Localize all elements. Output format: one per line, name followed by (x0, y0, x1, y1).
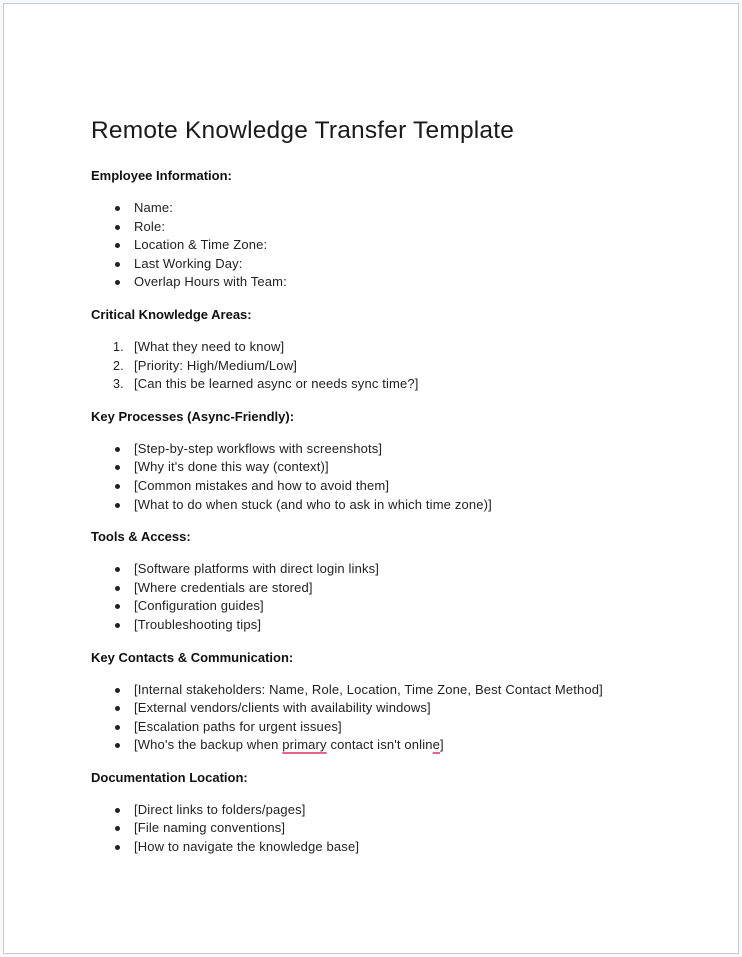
section-heading-employee-information[interactable]: Employee Information: (91, 168, 232, 183)
bullet-icon (115, 808, 120, 813)
bullet-icon (115, 826, 120, 831)
bullet-icon (115, 725, 120, 730)
list-item[interactable] (91, 838, 691, 857)
list-item-text: Name: (134, 200, 174, 215)
bullet-icon (115, 262, 120, 267)
critical-knowledge-list (91, 338, 691, 394)
list-item[interactable] (91, 338, 691, 357)
bullet-icon (115, 623, 120, 628)
list-item[interactable] (91, 819, 691, 838)
section-heading-key-contacts[interactable]: Key Contacts & Communication: (91, 649, 294, 665)
bullet-icon (115, 567, 120, 572)
list-item[interactable] (91, 681, 691, 700)
list-item[interactable] (91, 801, 691, 820)
list-item[interactable] (91, 255, 691, 274)
bullet-icon (115, 206, 120, 211)
list-item-text: [Configuration guides] (134, 598, 264, 614)
bullet-icon (115, 465, 120, 470)
text-run: contact isn't onlin (326, 737, 433, 753)
section-heading-documentation-location[interactable]: Documentation Location: (91, 769, 248, 785)
bullet-icon (115, 586, 120, 591)
list-number: 2. (113, 358, 124, 373)
list-item-text: [What they need to know] (134, 338, 285, 354)
list-item[interactable] (91, 375, 691, 394)
list-item-text: [Why it's done this way (context)] (134, 459, 329, 475)
list-item-text: [Troubleshooting tips] (134, 616, 262, 632)
bullet-icon (115, 845, 120, 850)
list-item-text: Last Working Day: (134, 255, 243, 271)
employee-information-list (91, 199, 691, 292)
key-processes-list (91, 440, 691, 514)
section-heading-key-processes[interactable]: Key Processes (Async-Friendly): (91, 408, 295, 424)
list-item-text: [Where credentials are stored] (134, 579, 313, 595)
section-heading-critical-knowledge-areas[interactable]: Critical Knowledge Areas: (91, 306, 252, 322)
list-item-text: [Software platforms with direct login links] (134, 561, 380, 577)
document-title[interactable]: Remote Knowledge Transfer Template (91, 117, 515, 144)
bullet-icon (115, 484, 120, 489)
list-item[interactable] (91, 218, 691, 237)
key-contacts-list (91, 681, 691, 755)
bullet-icon (115, 688, 120, 693)
list-item-text: [File naming conventions] (134, 820, 286, 836)
list-item-text: [Step-by-step workflows with screenshots] (134, 440, 383, 456)
bullet-icon (115, 225, 120, 230)
list-item-text: [Internal stakeholders: Name, Role, Location, Time Zone, Best Contact Method] (134, 681, 603, 697)
bullet-icon (115, 743, 120, 748)
list-item-text: [Direct links to folders/pages] (134, 801, 306, 817)
list-item[interactable] (91, 736, 691, 755)
list-item-text: Overlap Hours with Team: (134, 274, 287, 290)
list-number: 1. (113, 339, 124, 354)
list-item-text: [External vendors/clients with availability windows] (134, 700, 431, 716)
list-item[interactable] (91, 616, 691, 635)
list-item[interactable] (91, 273, 691, 292)
list-item-text (134, 737, 444, 752)
bullet-icon (115, 706, 120, 711)
list-item[interactable] (91, 699, 691, 718)
bullet-icon (115, 280, 120, 285)
list-item-text: [What to do when stuck (and who to ask in which time zone)] (134, 496, 492, 512)
list-item-text: [Escalation paths for urgent issues] (134, 718, 342, 734)
list-item[interactable] (91, 357, 691, 376)
list-item-text: Role: (134, 218, 166, 234)
document-body[interactable] (91, 116, 691, 871)
bullet-icon (115, 503, 120, 508)
documentation-location-list (91, 801, 691, 857)
list-item[interactable] (91, 718, 691, 737)
bullet-icon (115, 604, 120, 609)
spellcheck-underlined-word[interactable]: primary (282, 737, 327, 753)
section-heading-tools-access[interactable]: Tools & Access: (91, 529, 191, 545)
list-item-text: [Common mistakes and how to avoid them] (134, 477, 390, 493)
list-item-text: [Can this be learned async or needs sync time?] (134, 376, 419, 392)
list-item-text: [How to navigate the knowledge base] (134, 839, 360, 855)
list-item-text: Location & Time Zone: (134, 237, 268, 253)
tools-access-list (91, 560, 691, 634)
document-page[interactable] (3, 3, 739, 954)
list-item[interactable] (91, 477, 691, 496)
list-item[interactable] (91, 496, 691, 515)
bullet-icon (115, 243, 120, 248)
list-item[interactable] (91, 458, 691, 477)
list-item[interactable] (91, 199, 691, 218)
text-run: ] (440, 737, 444, 753)
list-number: 3. (113, 377, 124, 392)
list-item[interactable] (91, 579, 691, 598)
text-run: [Who's the backup when (134, 737, 283, 753)
list-item[interactable] (91, 440, 691, 459)
list-item[interactable] (91, 597, 691, 616)
list-item[interactable] (91, 560, 691, 579)
list-item[interactable] (91, 236, 691, 255)
bullet-icon (115, 447, 120, 452)
spellcheck-underlined-word[interactable]: e (432, 737, 441, 753)
list-item-text: [Priority: High/Medium/Low] (134, 357, 297, 373)
